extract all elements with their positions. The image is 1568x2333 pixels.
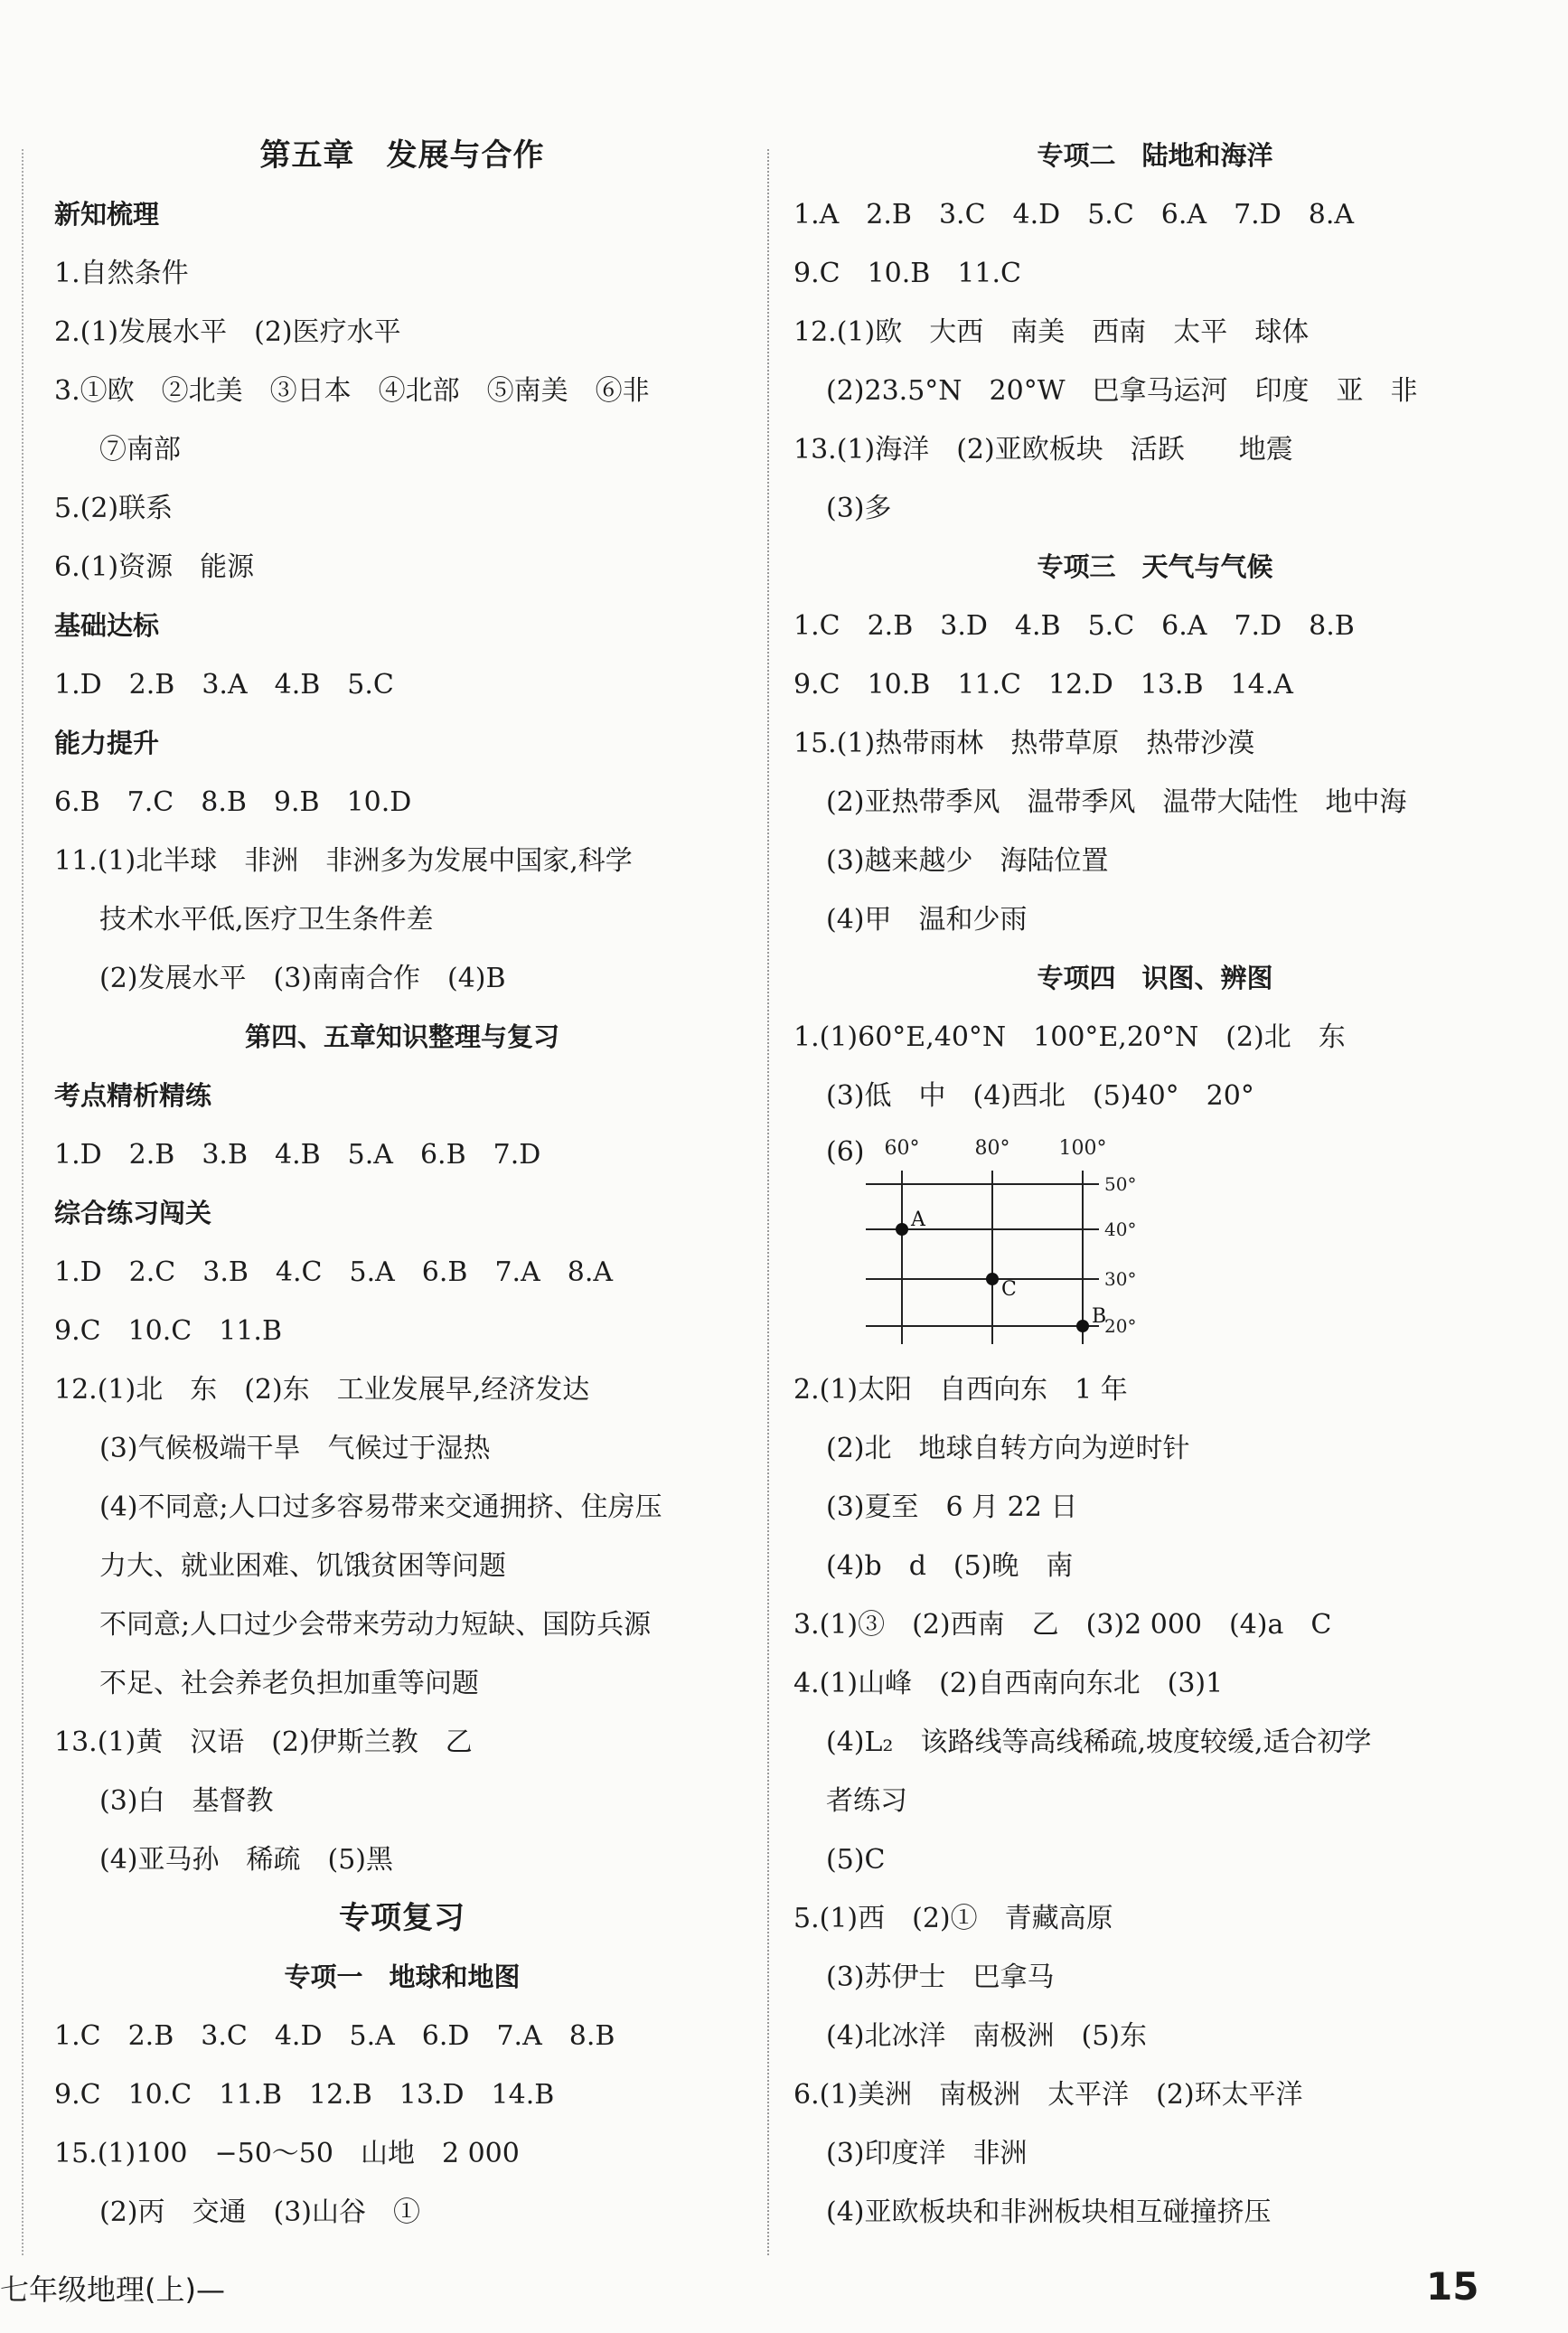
left-column xyxy=(54,127,750,2242)
answer-line: 1.(1)60°E,40°N 100°E,20°N (2)北 东 xyxy=(793,1021,1346,1053)
latitude-label: 40° xyxy=(1104,1218,1137,1240)
answer-line: 9.C 10.C 11.B xyxy=(54,1315,282,1347)
special-review-title: 专项复习 xyxy=(339,1900,465,1936)
page-number: 15 xyxy=(1426,2264,1479,2309)
answer-line: 13.(1)黄 汉语 (2)伊斯兰教 乙 xyxy=(54,1726,473,1758)
longitude-label: 60° xyxy=(884,1137,920,1160)
answer-line: 2.(1)发展水平 (2)医疗水平 xyxy=(54,316,401,348)
special-item-title: 专项一 地球和地图 xyxy=(284,1961,521,1992)
point-label: A xyxy=(911,1209,925,1231)
answer-line: (3)越来越少 海陆位置 xyxy=(826,845,1109,877)
answer-line: 1.D 2.B 3.A 4.B 5.C xyxy=(54,669,394,701)
answer-line: (3)白 基督教 xyxy=(99,1785,274,1817)
answer-line: (3)苏伊士 巴拿马 xyxy=(826,1961,1055,1993)
answer-line: 12.(1)欧 大西 南美 西南 太平 球体 xyxy=(793,316,1310,348)
latitude-label: 30° xyxy=(1104,1268,1137,1290)
lat-lon-grid-figure xyxy=(793,1125,1516,1360)
answer-line: (3)气候极端干旱 气候过于湿热 xyxy=(99,1433,491,1464)
longitude-label: 80° xyxy=(974,1137,1010,1160)
answer-line: (4)甲 温和少雨 xyxy=(826,904,1028,936)
answer-line: 5.(2)联系 xyxy=(54,493,174,524)
answer-line: 4.(1)山峰 (2)自西南向东北 (3)1 xyxy=(793,1668,1224,1699)
answer-line: 5.(1)西 (2)① 青藏高原 xyxy=(793,1903,1113,1934)
answer-line: 9.C 10.B 11.C xyxy=(793,258,1021,289)
answer-line: 12.(1)北 东 (2)东 工业发展早,经济发达 xyxy=(54,1374,590,1406)
answer-line: 不同意;人口过少会带来劳动力短缺、国防兵源 xyxy=(99,1609,652,1641)
answer-line: 15.(1)热带雨林 热带草原 热带沙漠 xyxy=(793,728,1255,759)
answer-line: 11.(1)北半球 非洲 非洲多为发展中国家,科学 xyxy=(54,845,633,877)
special-item-title: 专项三 天气与气候 xyxy=(1037,551,1273,582)
grid-point-a xyxy=(896,1223,908,1236)
chapter-title: 第五章 发展与合作 xyxy=(259,137,545,174)
answer-line: 2.(1)太阳 自西向东 1 年 xyxy=(793,1374,1128,1406)
answer-line: (2)北 地球自转方向为逆时针 xyxy=(826,1433,1190,1464)
latitude-label: 20° xyxy=(1104,1315,1137,1337)
answer-line: 6.(1)资源 能源 xyxy=(54,551,255,583)
answer-line: 6.(1)美洲 南极洲 太平洋 (2)环太平洋 xyxy=(793,2079,1303,2111)
left-margin-rule xyxy=(22,149,23,2255)
answer-line: ⑦南部 xyxy=(99,434,181,466)
answer-line: (4)b d (5)晚 南 xyxy=(826,1550,1074,1582)
special-item-title: 专项四 识图、辨图 xyxy=(1037,963,1273,993)
answer-line: 1.A 2.B 3.C 4.D 5.C 6.A 7.D 8.A xyxy=(793,199,1355,230)
column-divider xyxy=(767,149,769,2255)
answer-line: 3.①欧 ②北美 ③日本 ④北部 ⑤南美 ⑥非 xyxy=(54,375,650,407)
answer-line: (3)低 中 (4)西北 (5)40° 20° xyxy=(826,1080,1254,1112)
answer-line: 1.自然条件 xyxy=(54,258,189,289)
grid-point-b xyxy=(1076,1320,1089,1332)
answer-line: 技术水平低,医疗卫生条件差 xyxy=(99,904,434,936)
longitude-label: 100° xyxy=(1058,1137,1107,1160)
answer-line: 9.C 10.B 11.C 12.D 13.B 14.A xyxy=(793,669,1293,701)
answer-line: (5)C xyxy=(826,1844,886,1876)
point-label: C xyxy=(1001,1278,1017,1301)
grid-item-label: (6) xyxy=(826,1136,865,1168)
answer-line: 者练习 xyxy=(826,1785,907,1817)
answer-line: 不足、社会养老负担加重等问题 xyxy=(99,1668,479,1699)
special-item-title: 专项二 陆地和海洋 xyxy=(1037,140,1273,171)
lat-lon-grid xyxy=(866,1134,1137,1356)
answer-line: 9.C 10.C 11.B 12.B 13.D 14.B xyxy=(54,2079,555,2111)
answer-line: (4)北冰洋 南极洲 (5)东 xyxy=(826,2020,1147,2052)
latitude-label: 50° xyxy=(1104,1173,1137,1195)
answer-line: 3.(1)③ (2)西南 乙 (3)2 000 (4)a C xyxy=(793,1609,1332,1641)
answer-line: 1.C 2.B 3.D 4.B 5.C 6.A 7.D 8.B xyxy=(793,610,1355,642)
review-title: 第四、五章知识整理与复习 xyxy=(244,1021,559,1052)
answer-line: (4)亚欧板块和非洲板块相互碰撞挤压 xyxy=(826,2197,1272,2228)
answer-line: 1.D 2.C 3.B 4.C 5.A 6.B 7.A 8.A xyxy=(54,1256,614,1288)
answer-line: 力大、就业困难、饥饿贫困等问题 xyxy=(99,1550,506,1582)
answer-line: (2)23.5°N 20°W 巴拿马运河 印度 亚 非 xyxy=(826,375,1418,407)
right-column xyxy=(793,127,1516,2242)
answer-line: 1.D 2.B 3.B 4.B 5.A 6.B 7.D xyxy=(54,1139,541,1171)
answer-line: (3)夏至 6 月 22 日 xyxy=(826,1491,1078,1523)
answer-line: (4)亚马孙 稀疏 (5)黑 xyxy=(99,1844,393,1876)
answer-line: 6.B 7.C 8.B 9.B 10.D xyxy=(54,786,412,818)
answer-line: (2)亚热带季风 温带季风 温带大陆性 地中海 xyxy=(826,786,1407,818)
answer-line: (4)L₂ 该路线等高线稀疏,坡度较缓,适合初学 xyxy=(826,1726,1372,1758)
answer-line: (3)多 xyxy=(826,493,892,524)
section-title: 能力提升 xyxy=(54,728,160,758)
answer-line: (2)发展水平 (3)南南合作 (4)B xyxy=(99,963,506,994)
section-title: 综合练习闯关 xyxy=(54,1198,212,1228)
answer-line: (2)丙 交通 (3)山谷 ① xyxy=(99,2197,420,2228)
answer-line: 1.C 2.B 3.C 4.D 5.A 6.D 7.A 8.B xyxy=(54,2020,615,2052)
grid-point-c xyxy=(986,1273,999,1285)
answer-line: 15.(1)100 −50～50 山地 2 000 xyxy=(54,2138,520,2169)
answer-line: (4)不同意;人口过多容易带来交通拥挤、住房压 xyxy=(99,1491,662,1523)
answer-line: 13.(1)海洋 (2)亚欧板块 活跃 地震 xyxy=(793,434,1293,466)
section-title: 基础达标 xyxy=(54,610,160,641)
answer-line: (3)印度洋 非洲 xyxy=(826,2138,1028,2169)
section-title: 考点精析精练 xyxy=(54,1080,212,1111)
book-title-footer: 七年级地理(上)— xyxy=(0,2272,225,2307)
section-title: 新知梳理 xyxy=(54,199,160,230)
point-label: B xyxy=(1092,1305,1107,1328)
